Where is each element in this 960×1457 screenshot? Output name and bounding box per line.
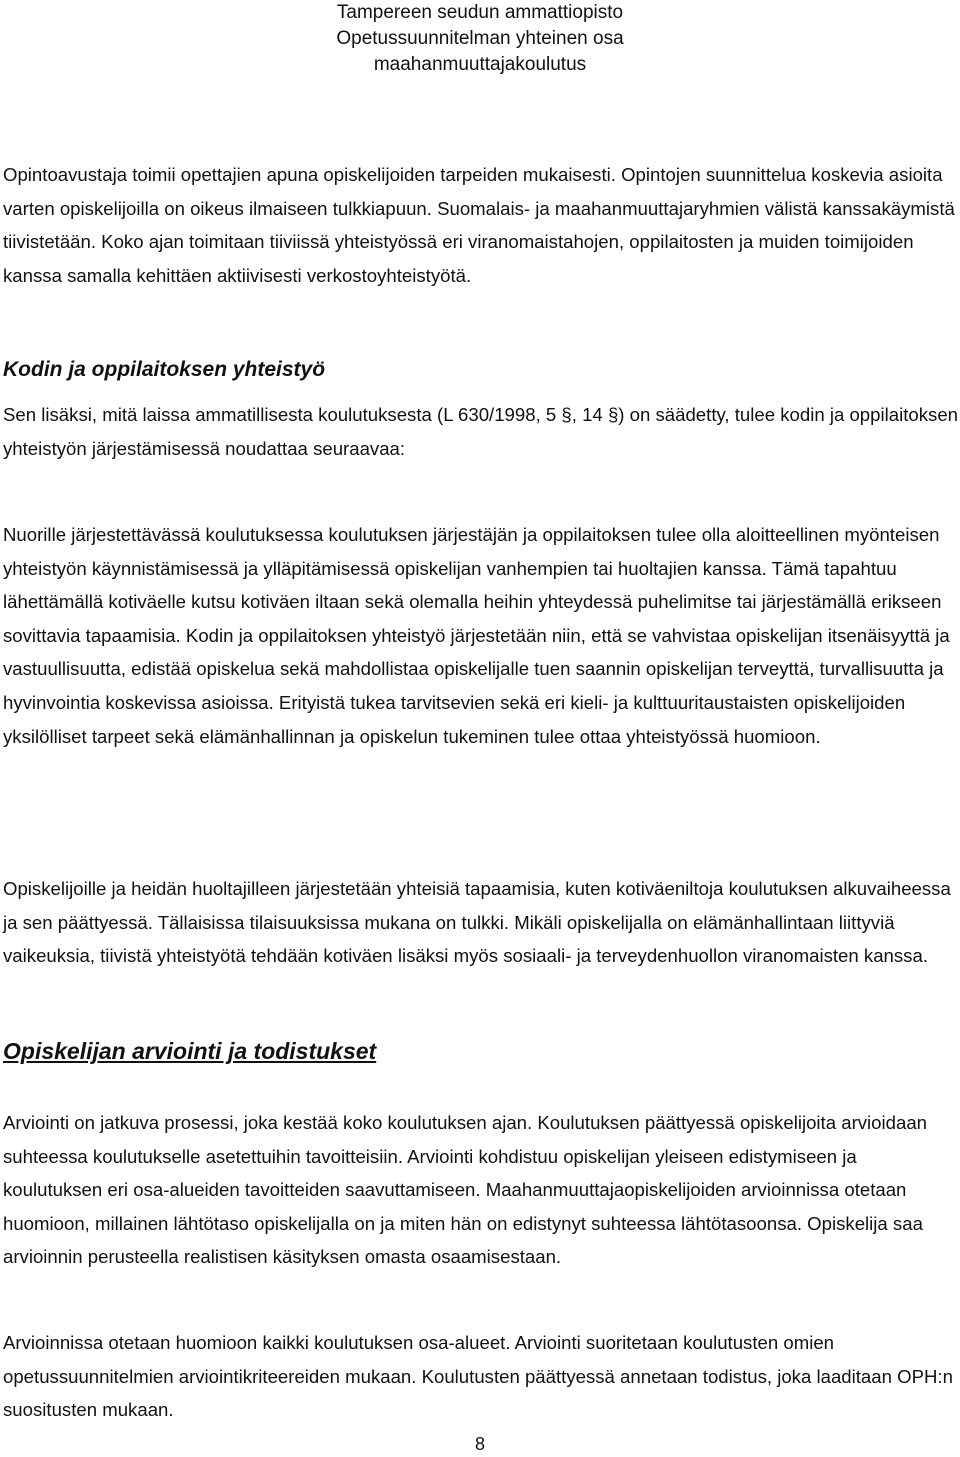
intro-paragraph: Opintoavustaja toimii opettajien apuna opiskelijoiden tarpeiden mukaisesti. Opintojen suunnittelua koskevia asioita varten opiskelijoilla on oikeus ilmaiseen tulkkiapuun. Suomalais- ja maahanmuuttajaryhmien välistä kanssakäymistä tiivistetään. Koko ajan toimitaan tiiviissä yhteistyössä eri viranomaistahojen, oppilaitosten ja muiden toimijoiden kanssa samalla kehittäen aktiivisesti verkostoyhteistyötä. xyxy=(3,164,955,286)
section-heading-cooperation: Kodin ja oppilaitoksen yhteistyö xyxy=(3,358,326,381)
page-number: 8 xyxy=(474,1434,485,1454)
cooperation-paragraph-2: Nuorille järjestettävässä koulutuksessa koulutuksen järjestäjän ja oppilaitoksen tulee olla aloitteellinen myönteisen yhteistyön käynnistämisessä ja ylläpitämisessä opiskelijan vanhempien tai huoltajien kanssa. Tämä tapahtuu lähettämällä kotiväelle kutsu kotiväen iltaan sekä olemalla heihin yhteydessä puhelimitse tai järjestämällä erikseen sovittavia tapaamisia. Kodin ja oppilaitoksen yhteistyö järjestetään niin, että se vahvistaa opiskelijan itsenäisyyttä ja vastuullisuutta, edistää opiskelua sekä mahdollistaa opiskelijalle tuen saannin opiskelijan terveyttä, turvallisuutta ja hyvinvointia koskevissa asioissa. Erityistä tukea tarvitsevien sekä eri kieli- ja kulttuuritaustaisten opiskelijoiden yksilölliset tarpeet sekä elämänhallinnan ja opiskelun tukeminen tulee ottaa yhteistyössä huomioon. xyxy=(3,524,950,747)
header-curriculum: Opetussuunnitelman yhteinen osa xyxy=(336,28,624,49)
cooperation-paragraph-3: Opiskelijoille ja heidän huoltajilleen järjestetään yhteisiä tapaamisia, kuten kotiväeniltoja koulutuksen alkuvaiheessa ja sen päättyessä. Tällaisissa tilaisuuksissa mukana on tulkki. Mikäli opiskelijalla on elämänhallintaan liittyviä vaikeuksia, tiivistä yhteistyötä tehdään kotiväen lisäksi myös sosiaali- ja terveydenhuollon viranomaisten kanssa. xyxy=(3,878,951,967)
header-institution: Tampereen seudun ammattiopisto xyxy=(336,2,624,23)
cooperation-paragraph-1: Sen lisäksi, mitä laissa ammatillisesta koulutuksesta (L 630/1998, 5 §, 14 §) on säädetty, tulee kodin ja oppilaitoksen yhteistyön järjestämisessä noudattaa seuraavaa: xyxy=(3,404,959,459)
section-heading-assessment: Opiskelijan arviointi ja todistukset xyxy=(3,1038,377,1064)
header-program: maahanmuuttajakoulutus xyxy=(373,54,587,75)
document-header xyxy=(0,0,960,78)
assessment-paragraph-2: Arvioinnissa otetaan huomioon kaikki koulutuksen osa-alueet. Arviointi suoritetaan koulutusten omien opetussuunnitelmien arviointikriteereiden mukaan. Koulutusten päättyessä annetaan todistus, joka laaditaan OPH:n suositusten mukaan. xyxy=(3,1332,953,1421)
assessment-paragraph-1: Arviointi on jatkuva prosessi, joka kestää koko koulutuksen ajan. Koulutuksen päättyessä opiskelijoita arvioidaan suhteessa koulutukselle asetettuihin tavoitteisiin. Arviointi kohdistuu opiskelijan yleiseen edistymiseen ja koulutuksen eri osa-alueiden tavoitteiden saavuttamiseen. Maahanmuuttajaopiskelijoiden arvioinnissa otetaan huomioon, millainen lähtötaso opiskelijalla on ja miten hän on edistynyt suhteessa lähtötasoonsa. Opiskelija saa arvioinnin perusteella realistisen käsityksen omasta osaamisestaan. xyxy=(3,1112,928,1268)
